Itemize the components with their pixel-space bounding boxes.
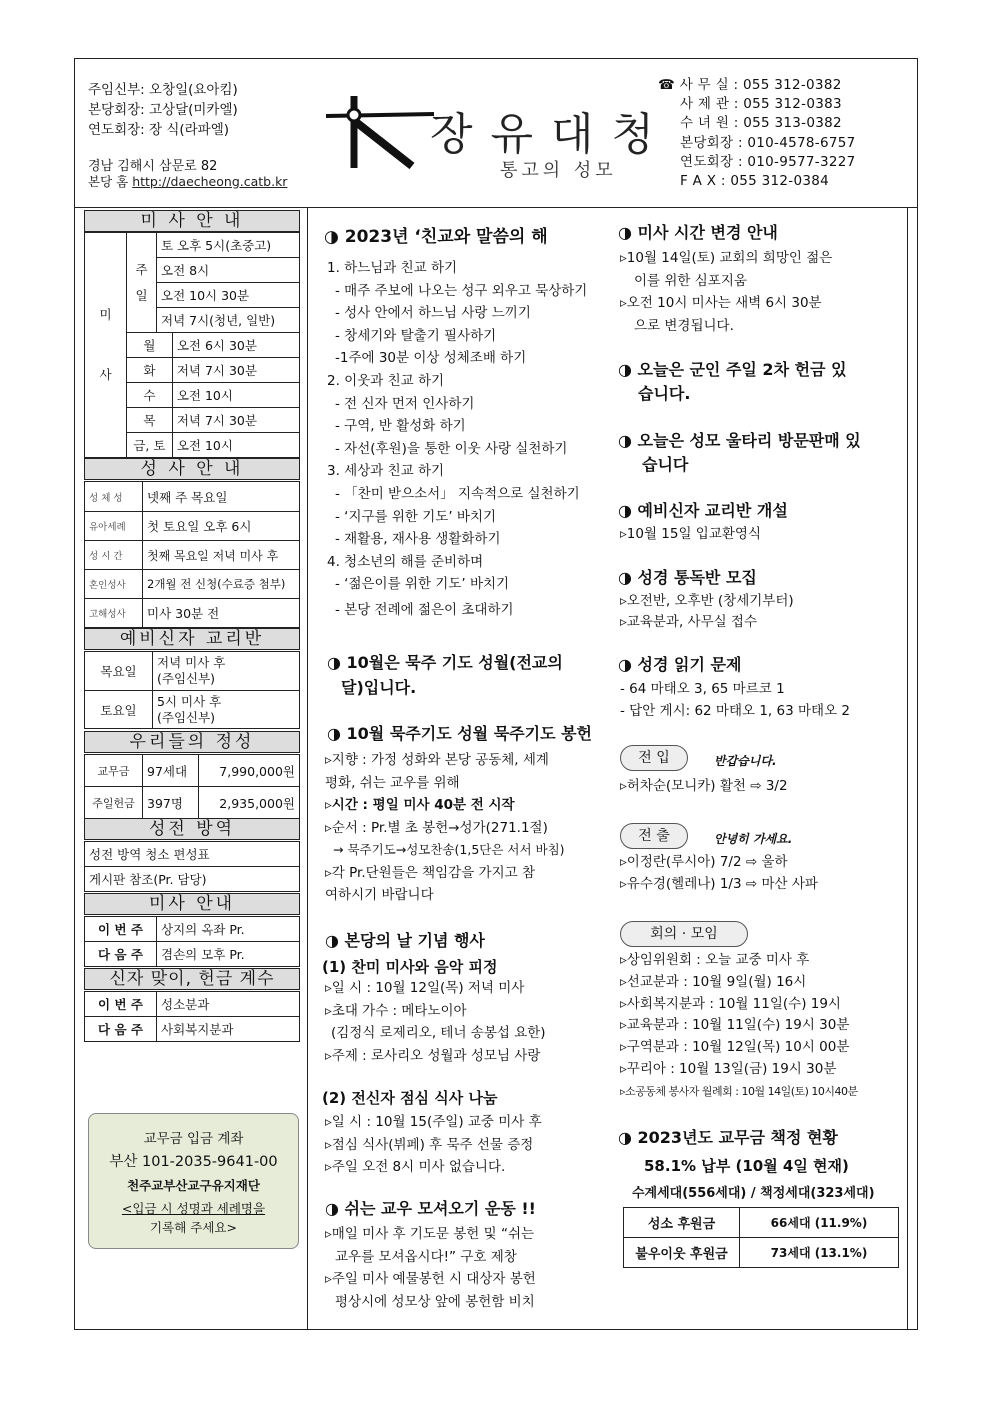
staff-president: 본당회장: 고상달(미카엘) xyxy=(88,102,238,118)
transfer-in-badge: 전 입 xyxy=(620,745,688,771)
meeting-item: ▹선교분과 : 10월 9일(월) 16시 xyxy=(620,973,807,990)
mass-change-line: ▹오전 10시 미사는 새벽 6시 30분 xyxy=(620,295,822,311)
cat-priest: (주임신부) xyxy=(157,709,216,725)
column-divider-left xyxy=(307,207,308,1330)
mass-change-title: ◑ 미사 시간 변경 안내 xyxy=(618,223,778,242)
event-item: ▹일 시 : 10월 15(주일) 교중 미사 후 xyxy=(325,1114,542,1130)
column-divider-right xyxy=(907,207,908,1330)
event-item: ▹주일 오전 8시 미사 없습니다. xyxy=(325,1159,506,1175)
sunday-label: 주 일 xyxy=(127,233,157,333)
theme-line: - ‘지구를 위한 기도’ 바치기 xyxy=(335,508,497,525)
tithe-status-percent: 58.1% 납부 (10월 4일 현재) xyxy=(644,1157,849,1175)
weekday-fri-sat-time: 오전 10시 xyxy=(172,433,299,458)
sales-notice xyxy=(618,429,861,477)
sacr-value: 2개월 전 신청(수료증 첨부) xyxy=(143,570,300,599)
mass-change-line: 으로 변경됩니다. xyxy=(634,317,734,334)
account-number: 부산 101-2035-9641-00 xyxy=(109,1154,278,1170)
contact-prayer-president: 연도회장 : 010-9577-3227 xyxy=(680,154,856,170)
theme-line: - 창세기와 탈출기 필사하기 xyxy=(335,327,497,344)
mass-sun-19: 저녁 7시(청년, 일반) xyxy=(157,308,300,333)
event-item: ▹초대 가수 : 메타노이아 xyxy=(325,1002,467,1019)
disinfection-line: 게시판 참조(Pr. 담당) xyxy=(85,867,300,892)
disinfection-table xyxy=(84,841,300,892)
bible-quiz-title: ◑ 성경 읽기 문제 xyxy=(618,655,742,674)
homepage-label: 본당 홈 xyxy=(88,174,129,189)
donation-value: 73세대 (13.1%) xyxy=(740,1238,899,1268)
transfer-out-item: ▹이정란(루시아) 7/2 ⇨ 울하 xyxy=(620,854,788,870)
meeting-item: ▹사회복지분과 : 10월 11일(수) 19시 xyxy=(620,995,841,1012)
cat-time xyxy=(153,691,300,729)
theme-line: 2. 이웃과 친교 하기 xyxy=(327,372,445,389)
meeting-item: ▹구역분과 : 10월 12일(목) 10시 00분 xyxy=(620,1039,850,1056)
meeting-item: ▹상임위원회 : 오늘 교중 미사 후 xyxy=(620,952,810,968)
bible-reading-title: ◑ 성경 통독반 모집 xyxy=(618,568,757,587)
sacrament-guide-title: 성 사 안 내 xyxy=(84,458,300,480)
year-theme-list xyxy=(327,257,587,624)
cat-day: 목요일 xyxy=(85,652,153,691)
rosary-item: 여하시기 바랍니다 xyxy=(325,887,434,903)
theme-line: 4. 청소년의 해를 준비하며 xyxy=(327,553,484,570)
mass-guide-title: 미 사 안 내 xyxy=(84,210,300,232)
cat-time xyxy=(153,652,300,691)
transfer-in-note: 반갑습니다. xyxy=(714,754,777,768)
sacr-label: 고해성사 xyxy=(85,599,143,628)
giving-label: 교무금 xyxy=(85,755,143,787)
sacr-label: 성 체 성 xyxy=(85,482,143,512)
sacr-label: 혼인성사 xyxy=(85,570,143,599)
year-theme-title: ◑ 2023년 ‘친교와 말씀의 해 xyxy=(324,227,548,247)
theme-line: - ‘젊은이를 위한 기도’ 바치기 xyxy=(335,576,510,593)
giving-count: 97세대 xyxy=(143,755,199,787)
address: 경남 김해시 삼문로 82 xyxy=(88,159,218,174)
military-collection-notice xyxy=(618,358,847,406)
resting-members-title: ◑ 쉬는 교우 모셔오기 운동 !! xyxy=(325,1199,536,1218)
mass-guide2-table xyxy=(84,916,300,967)
donation-label: 불우이웃 후원금 xyxy=(624,1238,740,1268)
sacrament-table xyxy=(84,481,300,628)
bible-quiz-list xyxy=(620,678,850,722)
theme-line: - 「찬미 받으소서」 지속적으로 실천하기 xyxy=(335,485,580,502)
rosary-offering-title: ◑ 10월 묵주기도 성월 묵주기도 봉헌 xyxy=(327,724,593,743)
header-divider xyxy=(74,207,918,208)
mass2-label: 다 음 주 xyxy=(85,942,157,967)
staff-prayer-president: 연도회장: 장 식(라파엘) xyxy=(88,122,230,138)
resting-item: 평상시에 성모상 앞에 봉헌함 비치 xyxy=(335,1293,535,1310)
catechism-table xyxy=(84,651,300,729)
mass2-value: 상지의 옥좌 Pr. xyxy=(157,917,300,942)
theme-line: -1주에 30분 이상 성체조배 하기 xyxy=(335,350,527,367)
rosary-item: ▹시간 : 평일 미사 40분 전 시작 xyxy=(325,797,515,813)
bible-quiz-item: - 답안 게시: 62 마태오 1, 63 마태오 2 xyxy=(620,703,850,719)
sacr-value: 넷째 주 목요일 xyxy=(143,482,300,512)
parish-day-list2 xyxy=(325,1111,542,1179)
theme-line: - 자선(후원)을 통한 이웃 사랑 실천하기 xyxy=(335,440,568,457)
weekday-tue: 화 xyxy=(127,358,173,383)
notice-line: 습니다 xyxy=(642,455,689,474)
weekday-wed: 수 xyxy=(127,383,173,408)
weekday-tue-time: 저녁 7시 30분 xyxy=(172,358,299,383)
rosary-item: → 묵주기도→성모찬송(1,5단은 서서 바침) xyxy=(333,842,565,857)
sacr-value: 첫째 목요일 저녁 미사 후 xyxy=(143,541,300,570)
theme-line: 3. 세상과 친교 하기 xyxy=(327,463,445,480)
giving-label: 주일헌금 xyxy=(85,787,143,819)
cross-logo-icon xyxy=(326,92,436,172)
bible-reading-item: ▹교육분과, 사무실 접수 xyxy=(620,614,758,630)
transfer-out-badge: 전 출 xyxy=(620,823,688,849)
meeting-badge: 회의 · 모임 xyxy=(620,921,748,947)
contact-office: ☎ 사 무 실 : 055 312-0382 xyxy=(658,77,842,93)
contact-fax: F A X : 055 312-0384 xyxy=(680,173,830,189)
bulletin-subtitle: 통고의 성모 xyxy=(500,160,617,181)
event-item: ▹주제 : 로사리오 성월과 성모님 사랑 xyxy=(325,1047,541,1064)
giving-amount: 2,935,000원 xyxy=(199,787,300,819)
theme-line: - 전 신자 먼저 인사하기 xyxy=(335,395,475,412)
mass-sun-8: 오전 8시 xyxy=(157,258,300,283)
event-item: ▹일 시 : 10월 12일(목) 저녁 미사 xyxy=(325,980,525,996)
meeting-item: ▹꾸리아 : 10월 13일(금) 19시 30분 xyxy=(620,1060,837,1077)
cat-priest: (주임신부) xyxy=(157,671,216,686)
theme-line: 1. 하느님과 친교 하기 xyxy=(327,260,458,276)
resting-item: 교우를 모셔옵시다!” 구호 제창 xyxy=(335,1248,517,1265)
mass2-label: 이 번 주 xyxy=(85,917,157,942)
rosary-month-notice xyxy=(327,650,563,700)
sacr-value: 첫 토요일 오후 6시 xyxy=(143,512,300,541)
weekday-fri-sat: 금, 토 xyxy=(127,433,173,458)
notice-line: ◑ 오늘은 성모 울타리 방문판매 있 xyxy=(618,431,861,450)
sacr-label: 유아세례 xyxy=(85,512,143,541)
rosary-line: 달)입니다. xyxy=(341,678,417,697)
rosary-item: ▹지향 : 가정 성화와 본당 공동체, 세계 xyxy=(325,752,549,768)
giving-count: 397명 xyxy=(143,787,199,819)
donation-table xyxy=(623,1207,899,1268)
giving-amount: 7,990,000원 xyxy=(199,755,300,787)
tithe-status-title: ◑ 2023년도 교무금 책정 현황 xyxy=(618,1128,838,1147)
mass-change-line: ▹10월 14일(토) 교회의 희망인 젊은 xyxy=(620,250,833,266)
transfer-in-item: ▹허차순(모니카) 활천 ⇨ 3/2 xyxy=(620,778,788,794)
mass2-value: 겸손의 모후 Pr. xyxy=(157,942,300,967)
welcome-title: 신자 맞이, 헌금 계수 xyxy=(84,968,300,990)
contact-convent: 수 녀 원 : 055 313-0382 xyxy=(680,115,842,131)
bible-quiz-item: - 64 마태오 3, 65 마르코 1 xyxy=(620,681,785,697)
mass-sat-evening: 토 오후 5시(초중고) xyxy=(157,233,300,258)
weekday-thu: 목 xyxy=(127,408,173,433)
resting-members-list xyxy=(325,1223,536,1313)
mass-schedule-table xyxy=(84,232,300,458)
cat-time-line: 저녁 미사 후 xyxy=(157,655,226,670)
parish-day-sub2: (2) 전신자 점심 식사 나눔 xyxy=(322,1089,498,1107)
meeting-item: ▹소공동체 봉사자 월례회 : 10월 14일(토) 10시40분 xyxy=(620,1084,858,1098)
theme-line: - 재활용, 재사용 생활화하기 xyxy=(335,531,501,548)
tithe-status-households: 수계세대(556세대) / 책정세대(323세대) xyxy=(632,1186,875,1201)
weekday-mon-time: 오전 6시 30분 xyxy=(172,333,299,358)
mass-guide2-title: 미사 안내 xyxy=(84,893,300,915)
meeting-list xyxy=(620,950,858,1103)
sacr-label: 성 시 간 xyxy=(85,541,143,570)
event-item: (김정식 로제리오, 테너 송봉섭 요한) xyxy=(331,1025,546,1041)
theme-line: - 매주 주보에 나오는 성구 외우고 묵상하기 xyxy=(335,282,588,299)
catechism-title: 예비신자 교리반 xyxy=(84,628,300,650)
staff-pastor: 주임신부: 오창일(요아킴) xyxy=(88,82,238,98)
homepage xyxy=(88,172,287,190)
account-note-2: 기록해 주세요> xyxy=(150,1220,237,1235)
welcome-value: 사회복지분과 xyxy=(157,1017,300,1042)
mass-sun-1030: 오전 10시 30분 xyxy=(157,283,300,308)
account-holder: 천주교부산교구유지재단 xyxy=(127,1178,260,1193)
welcome-table xyxy=(84,991,300,1042)
theme-line: - 성사 안에서 하느님 사랑 느끼기 xyxy=(335,305,531,322)
rosary-offering-list xyxy=(325,749,565,907)
bible-reading-list xyxy=(620,591,794,633)
weekday-thu-time: 저녁 7시 30분 xyxy=(172,408,299,433)
cat-time-line: 5시 미사 후 xyxy=(157,693,222,709)
account-note: <입금 시 성명과 세례명을 xyxy=(121,1201,266,1216)
mass-label: 미 사 xyxy=(85,233,127,458)
account-title: 교무금 입금 계좌 xyxy=(143,1131,244,1147)
account-box xyxy=(88,1113,299,1249)
transfer-out-item: ▹유수경(헬레나) 1/3 ⇨ 마산 사파 xyxy=(620,876,818,892)
contact-rectory: 사 제 관 : 055 312-0383 xyxy=(680,96,842,112)
welcome-value: 성소분과 xyxy=(157,992,300,1017)
parish-day-list1 xyxy=(325,977,546,1067)
bible-reading-item: ▹오전반, 오후반 (창세기부터) xyxy=(620,593,794,609)
rosary-item: 평화, 쉬는 교우를 위해 xyxy=(325,774,460,791)
rosary-line: ◑ 10월은 묵주 기도 성월(전교의 xyxy=(327,653,563,672)
giving-title: 우리들의 정성 xyxy=(84,731,300,753)
welcome-label: 다 음 주 xyxy=(85,1017,157,1042)
sacr-value: 미사 30분 전 xyxy=(143,599,300,628)
parish-day-title: ◑ 본당의 날 기념 행사 xyxy=(325,931,485,950)
resting-item: ▹매일 미사 후 기도문 봉헌 및 “쉬는 xyxy=(325,1226,535,1242)
welcome-label: 이 번 주 xyxy=(85,992,157,1017)
catechumen-item: ▹10월 15일 입교환영식 xyxy=(620,526,762,542)
rosary-item: ▹순서 : Pr.별 초 봉헌→성가(271.1절) xyxy=(325,819,548,836)
contact-president: 본당회장 : 010-4578-6757 xyxy=(680,135,856,151)
meeting-item: ▹교육분과 : 10월 11일(수) 19시 30분 xyxy=(620,1017,850,1034)
mass-change-list xyxy=(620,247,832,337)
weekday-wed-time: 오전 10시 xyxy=(172,383,299,408)
event-item: ▹점심 식사(뷔페) 후 묵주 선물 증정 xyxy=(325,1136,534,1153)
resting-item: ▹주일 미사 예물봉헌 시 대상자 봉헌 xyxy=(325,1271,536,1287)
giving-table xyxy=(84,754,300,819)
theme-line: - 본당 전례에 젊은이 초대하기 xyxy=(335,601,514,618)
transfer-out-note: 안녕히 가세요. xyxy=(714,832,793,846)
cat-day: 토요일 xyxy=(85,691,153,729)
parish-day-sub1: (1) 찬미 미사와 음악 피정 xyxy=(322,958,498,976)
donation-value: 66세대 (11.9%) xyxy=(740,1208,899,1238)
homepage-link[interactable]: http://daecheong.catb.kr xyxy=(132,174,288,189)
disinfection-title: 성전 방역 xyxy=(84,818,300,840)
rosary-item: ▹각 Pr.단원들은 책임감을 가지고 참 xyxy=(325,864,535,881)
catechumen-title: ◑ 예비신자 교리반 개설 xyxy=(618,501,788,520)
weekday-mon: 월 xyxy=(127,333,173,358)
disinfection-line: 성전 방역 청소 편성표 xyxy=(85,842,300,867)
theme-line: - 구역, 반 활성화 하기 xyxy=(335,418,466,435)
donation-label: 성소 후원금 xyxy=(624,1208,740,1238)
bulletin-title: 장유대청 xyxy=(430,109,673,160)
mass-change-line: 이를 위한 심포지움 xyxy=(634,272,747,289)
notice-line: ◑ 오늘은 군인 주일 2차 헌금 있 xyxy=(618,360,847,379)
notice-line: 습니다. xyxy=(638,384,691,403)
transfer-out-list xyxy=(620,851,818,895)
